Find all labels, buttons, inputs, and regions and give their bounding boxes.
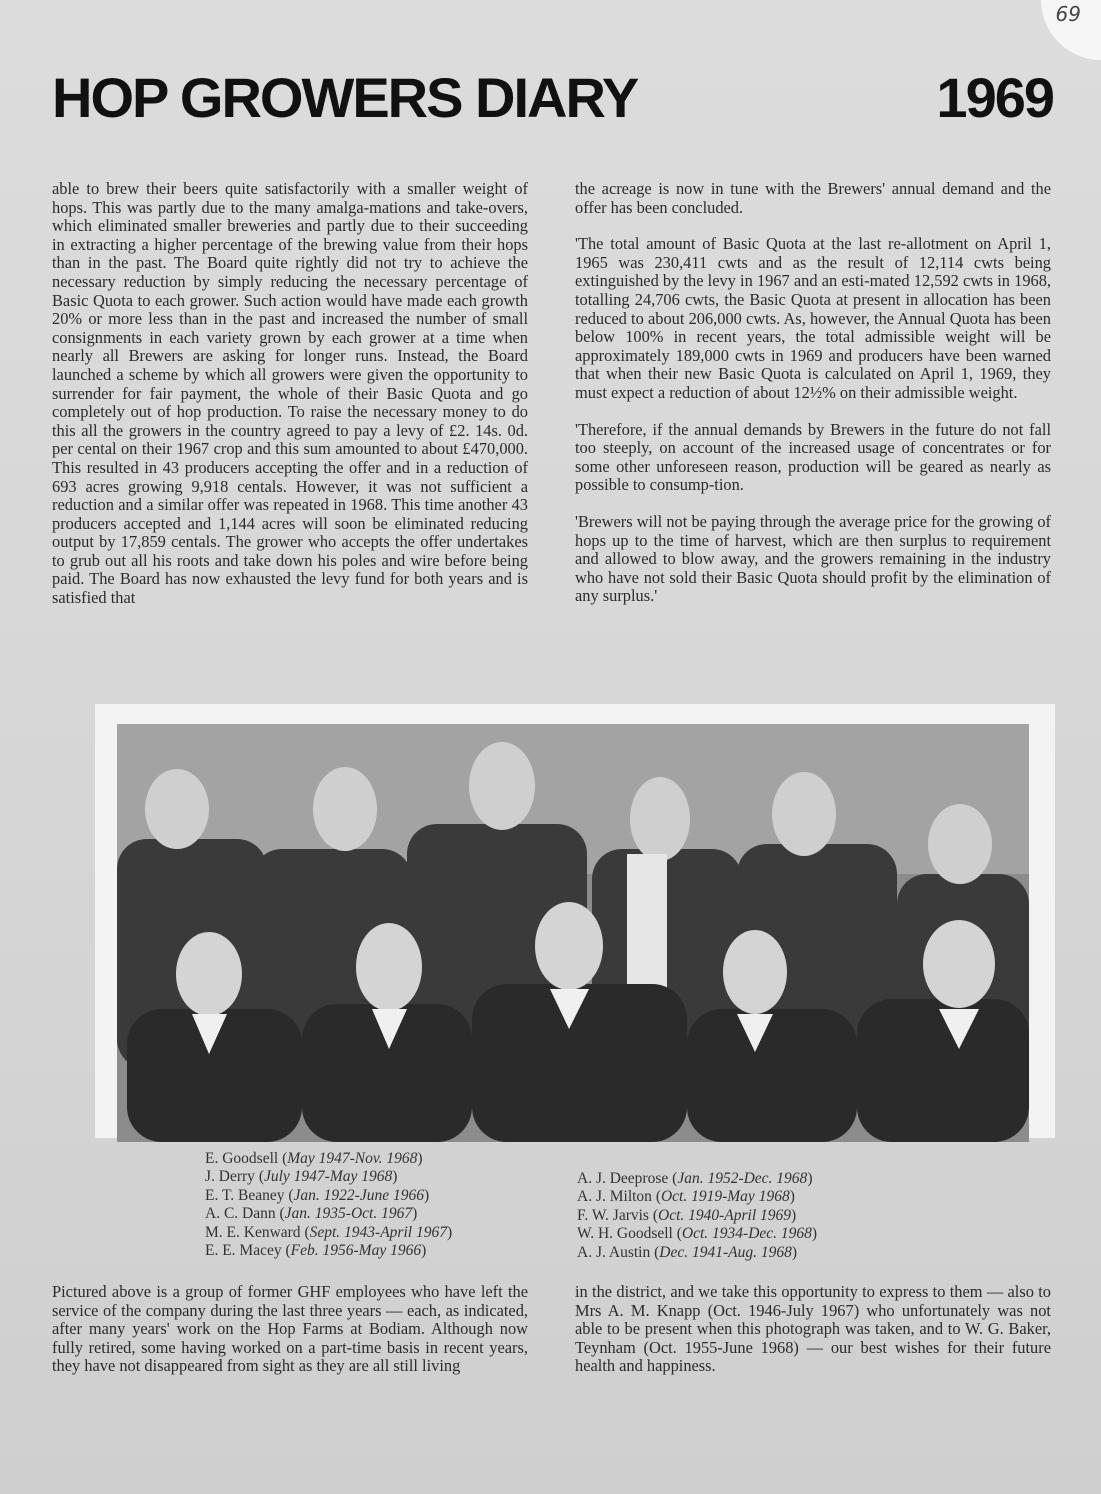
- caption-name: A. J. Milton: [577, 1188, 652, 1206]
- masthead-year: 1969: [936, 65, 1053, 129]
- caption-name: E. Goodsell: [205, 1150, 279, 1167]
- caption-dates: Dec. 1941-Aug. 1968: [659, 1243, 792, 1261]
- caption-entry: W. H. Goodsell (Oct. 1934-Dec. 1968): [577, 1225, 818, 1243]
- article-left-column-top: [52, 180, 528, 608]
- caption-dates: Oct. 1934-Dec. 1968: [681, 1225, 812, 1243]
- caption-name: E. E. Macey: [205, 1242, 282, 1260]
- caption-name: E. T. Beaney: [205, 1186, 285, 1204]
- masthead: [52, 62, 1053, 132]
- article-right-column-top: [575, 180, 1051, 624]
- caption-dates: Jan. 1922-June 1966: [293, 1186, 424, 1204]
- caption-entry: A. J. Milton (Oct. 1919-May 1968): [577, 1188, 795, 1206]
- caption-dates: July 1947-May 1968: [263, 1168, 393, 1186]
- caption-dates: Oct. 1919-May 1968: [660, 1188, 790, 1206]
- caption-entry: E. T. Beaney (Jan. 1922-June 1966): [205, 1186, 430, 1204]
- caption-name: A. J. Austin: [577, 1243, 651, 1261]
- caption-dates: Sept. 1943-April 1967: [309, 1223, 447, 1241]
- photo-caption-right: [577, 1170, 817, 1262]
- caption-dates: Feb. 1956-May 1966: [290, 1242, 422, 1260]
- group-photo-illustration: [117, 724, 1029, 1142]
- handwritten-page-number: 69: [1055, 2, 1081, 26]
- paragraph: Pictured above is a group of former GHF employees who have left the service of the company during the last three years — each, as indicated, after many years' work on the Hop Farms at Bodiam. Although now fully retired, some having worked on a part-time basis in recent years, they have not disappeared from sight as they are all still living: [52, 1282, 528, 1376]
- paragraph: in the district, and we take this opportunity to express to them — also to Mrs A. M. Knapp (Oct. 1946-July 1967) who unfortunately was not able to be present when this photograph was taken, and to W. G. Baker, Teynham (Oct. 1955-June 1968) — our best wishes for their future health and happiness.: [575, 1282, 1051, 1376]
- caption-entry: E. E. Macey (Feb. 1956-May 1966): [205, 1242, 427, 1260]
- article-left-column-bottom: [52, 1283, 528, 1376]
- group-photo-frame: [95, 704, 1055, 1138]
- caption-name: F. W. Jarvis: [577, 1206, 649, 1224]
- caption-dates: Jan. 1952-Dec. 1968: [677, 1170, 808, 1187]
- caption-entry: A. J. Deeprose (Jan. 1952-Dec. 1968): [577, 1170, 813, 1187]
- caption-name: A. C. Dann: [205, 1205, 276, 1223]
- caption-entry: J. Derry (July 1947-May 1968): [205, 1168, 398, 1186]
- caption-dates: May 1947-Nov. 1968: [287, 1150, 418, 1167]
- group-photo: [117, 724, 1029, 1142]
- masthead-title: HOP GROWERS DIARY: [52, 65, 638, 129]
- caption-name: A. J. Deeprose: [577, 1170, 669, 1187]
- paragraph: 'Therefore, if the annual demands by Brewers in the future do not fall too steeply, on account of the increased usage of concentrates or for some other unforeseen reason, production will be geared as nearly as possible to consump-tion.: [575, 419, 1051, 495]
- paragraph: 'The total amount of Basic Quota at the last re-allotment on April 1, 1965 was 230,411 cwts and as the result of 12,114 cwts being extinguished by the levy in 1967 and an esti-mated 12,592 cwts in 1968, totalling 24,706 cwts, the Basic Quota at present in allocation has been reduced to about 206,000 cwts. As, however, the Annual Quota has been below 100% in recent years, the total admissible weight will be approximately 189,000 cwts in 1969 and producers have been warned that when their new Basic Quota is calculated on April 1, 1969, they must expect a reduction of about 12½% on their admissible weight.: [575, 234, 1051, 402]
- caption-entry: F. W. Jarvis (Oct. 1940-April 1969): [577, 1206, 797, 1224]
- caption-name: M. E. Kenward: [205, 1223, 301, 1241]
- article-right-column-bottom: [575, 1283, 1051, 1376]
- photo-caption-left: [205, 1150, 452, 1260]
- caption-entry: E. Goodsell (May 1947-Nov. 1968): [205, 1150, 423, 1167]
- paragraph: able to brew their beers quite satisfactorily with a smaller weight of hops. This was partly due to the many amalga-mations and take-overs, which eliminated smaller breweries and partly due to their succeeding in extracting a higher percentage of the brewing value from their hops than in the past. The Board quite rightly did not try to achieve the necessary reduction by simply reducing the necessary percentage of Basic Quota to each grower. Such action would have made each growth 20% or more less than in the past and increased the number of small consignments in each variety grown by each grower at a time when nearly all Brewers are asking for longer runs. Instead, the Board launched a scheme by which all growers were given the opportunity to surrender for fair payment, the whole of their Basic Quota and go completely out of hop production. To raise the necessary money to do this all the growers in the country agreed to pay a levy of £2. 14s. 0d. per cental on their 1967 crop and this sum amounted to about £470,000. This resulted in 43 producers accepting the offer and in a reduction of 693 acres growing 9,918 centals. However, it was not sufficient a reduction and a similar offer was repeated in 1968. This time another 43 producers accepted and 1,144 acres will soon be eliminated reducing output by 17,859 centals. The grower who accepts the offer undertakes to grub out all his roots and take down his poles and wire before being paid. The Board has now exhausted the levy fund for both years and is satisfied that: [52, 179, 528, 608]
- caption-name: J. Derry: [205, 1168, 255, 1186]
- paragraph: 'Brewers will not be paying through the average price for the growing of hops up to the time of harvest, which are then surplus to requirement and allowed to blow away, and the growers remaining in the industry who have not sold their Basic Quota should profit by the elimination of any surplus.': [575, 511, 1051, 606]
- caption-entry: M. E. Kenward (Sept. 1943-April 1967): [205, 1223, 453, 1241]
- caption-dates: Jan. 1935-Oct. 1967: [284, 1205, 413, 1223]
- caption-dates: Oct. 1940-April 1969: [658, 1206, 792, 1224]
- caption-entry: A. C. Dann (Jan. 1935-Oct. 1967): [205, 1205, 418, 1223]
- caption-entry: A. J. Austin (Dec. 1941-Aug. 1968): [577, 1243, 798, 1261]
- caption-name: W. H. Goodsell: [577, 1225, 673, 1243]
- paragraph: the acreage is now in tune with the Brewers' annual demand and the offer has been concluded.: [575, 179, 1051, 217]
